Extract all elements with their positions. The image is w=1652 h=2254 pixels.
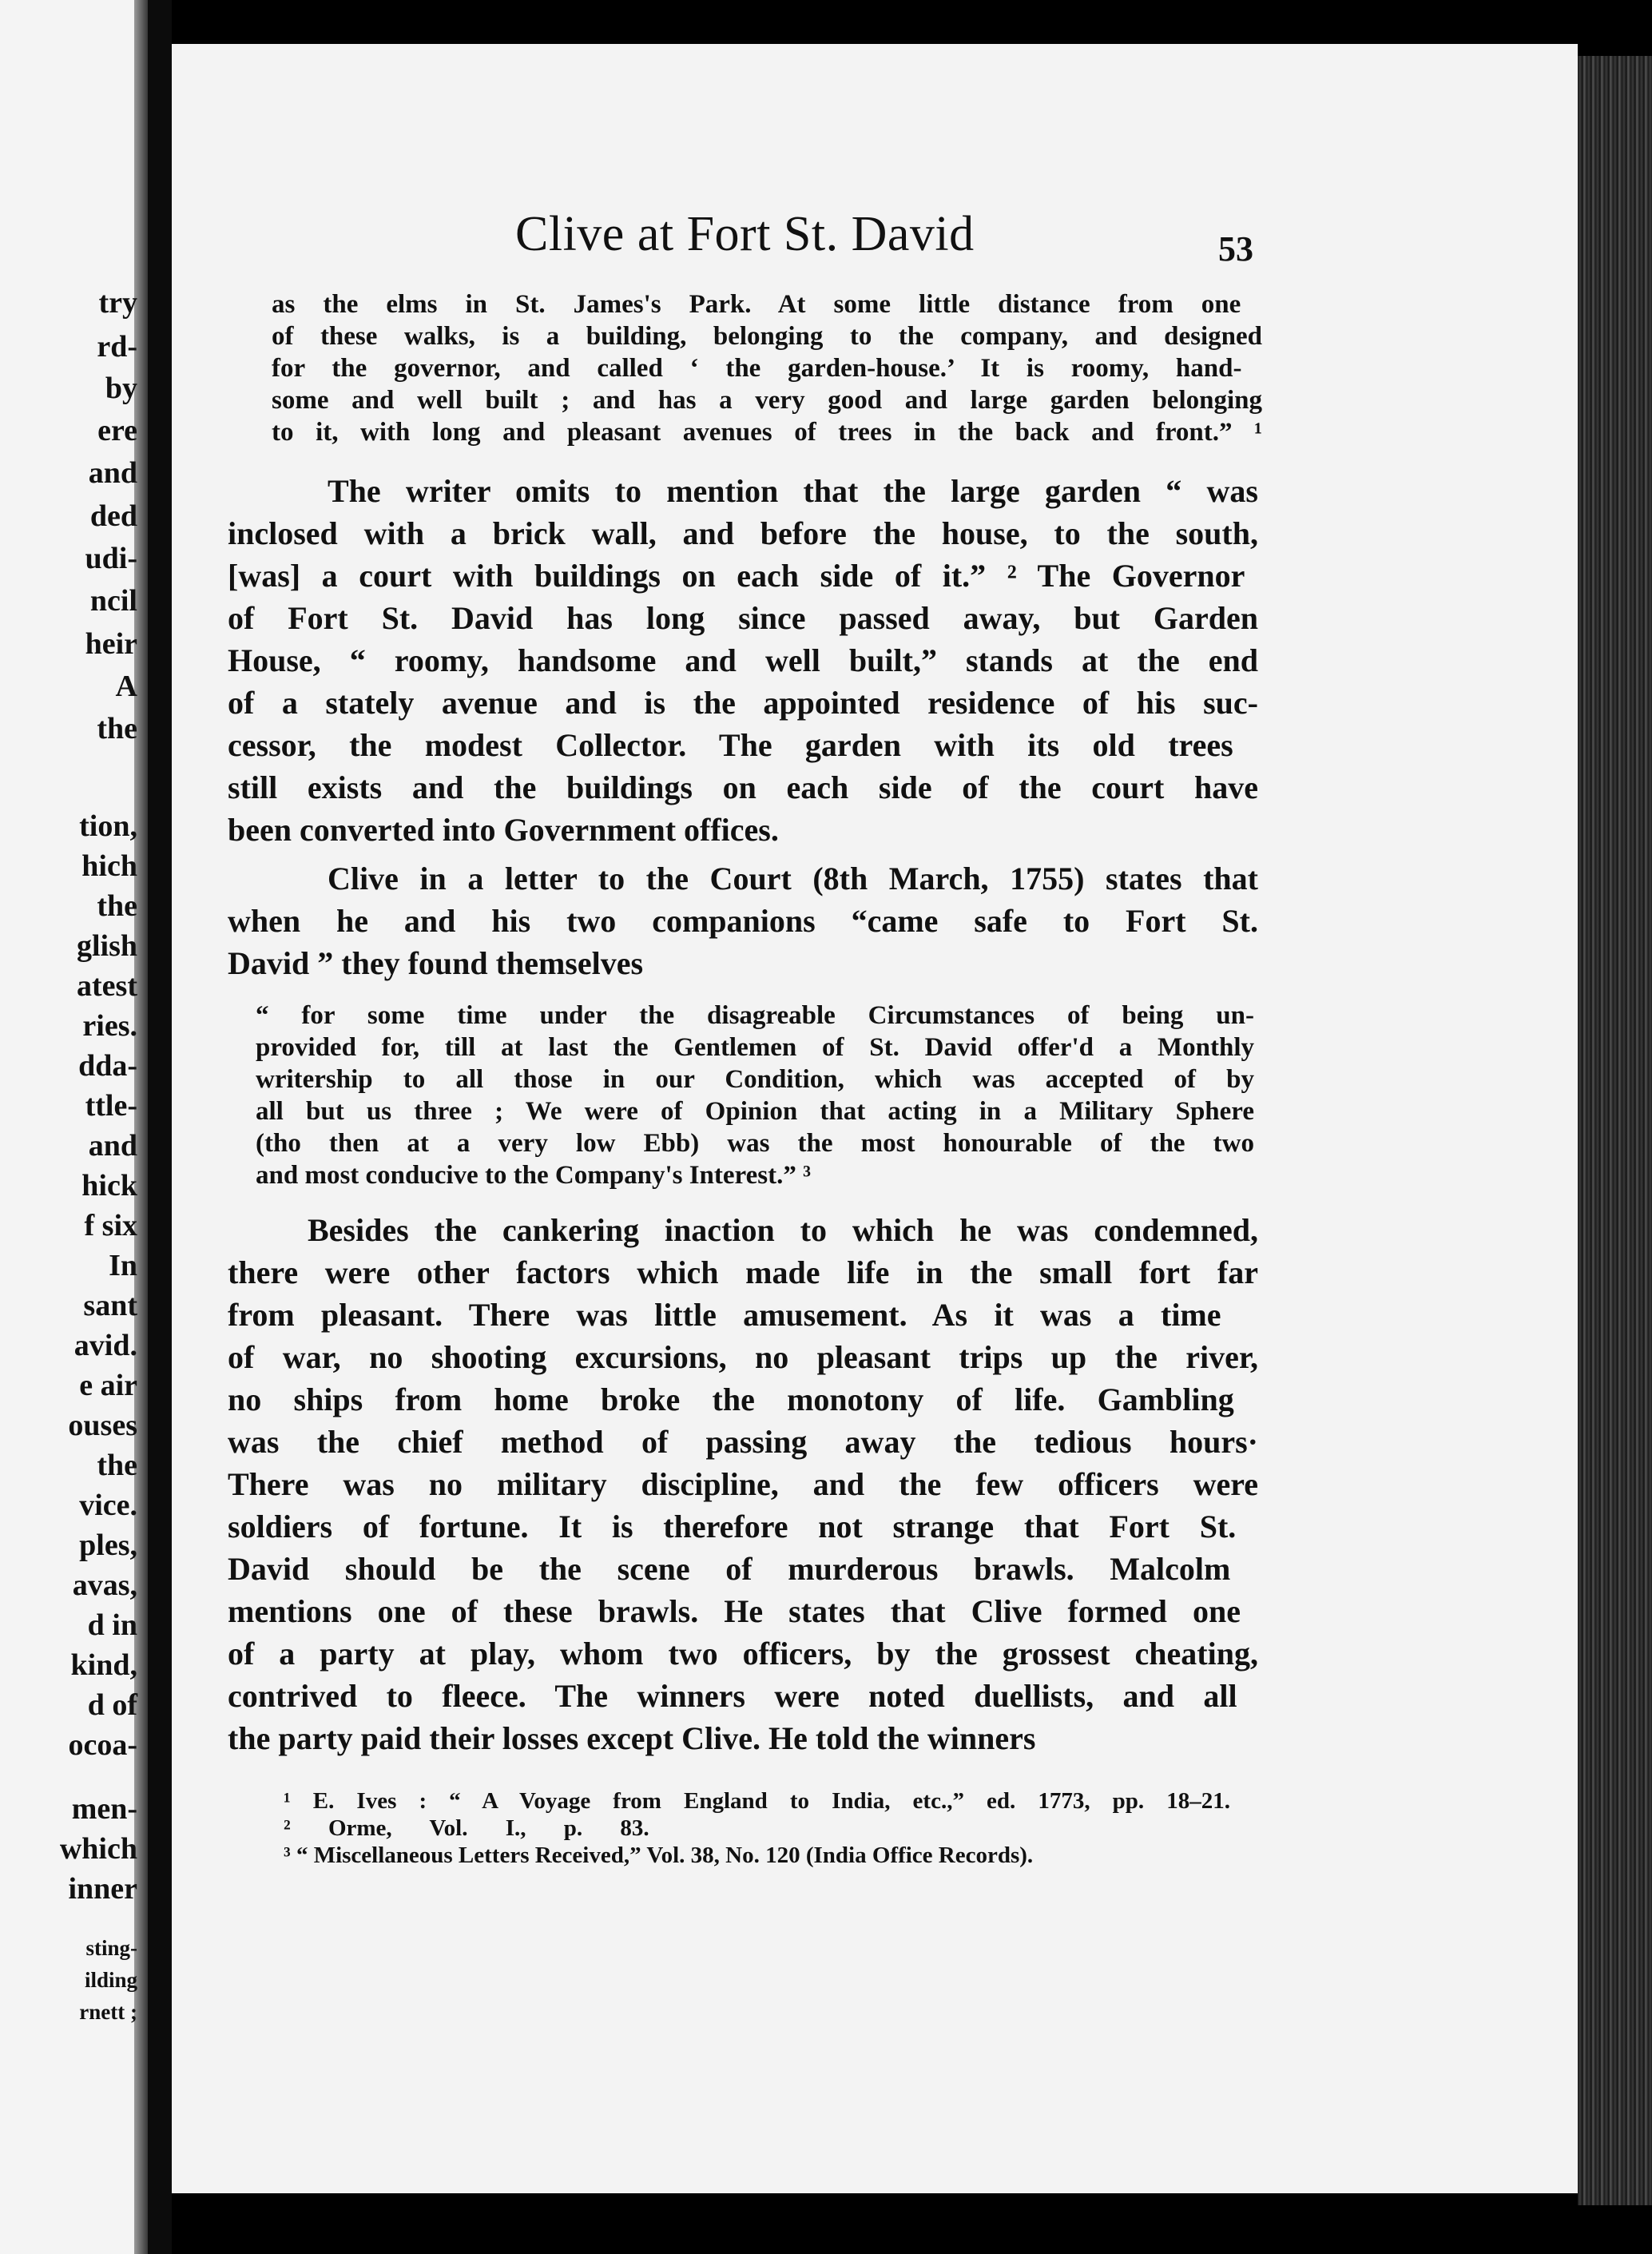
quotation-line: provided for, till at last the Gentlemen of St. David offer'd a Monthly [256,1033,1254,1062]
paragraph-line: of a stately avenue and is the appointed residence of his suc- [228,685,1258,721]
paragraph-line: no ships from home broke the monotony of life. Gambling [228,1381,1234,1417]
facing-page-line: dda- [78,1049,137,1083]
facing-page-line: sting- [85,1936,137,1960]
facing-page-line: glish [76,929,137,963]
facing-page-line: ocoa- [68,1728,137,1762]
paragraph-line: been converted into Government offices. [228,812,779,848]
facing-page-line: the [97,1449,137,1482]
facing-page-line: hich [81,849,137,883]
facing-page-line: ere [97,414,137,447]
facing-page-line: tion, [79,809,137,843]
quotation-line: of these walks, is a building, belonging to the company, and designed [272,322,1262,351]
facing-page-line: avid. [73,1329,137,1362]
paragraph-line: the party paid their losses except Clive. He told the winners [228,1720,1036,1756]
running-header: Clive at Fort St. David [515,207,975,261]
paragraph-line: there were other factors which made life in the small fort far [228,1254,1258,1290]
paragraph-line: from pleasant. There was little amusement. As it was a time [228,1297,1221,1333]
facing-page-line: avas, [72,1568,137,1602]
paragraph-line: of a party at play, whom two officers, by the grossest cheating, [228,1636,1258,1672]
facing-page-line: A [115,670,137,703]
paragraph-line: House, “ roomy, handsome and well built,” stands at the end [228,642,1258,678]
paragraph-line: cessor, the modest Collector. The garden with its old trees [228,727,1233,763]
paragraph-line: There was no military discipline, and the few officers were [228,1466,1258,1502]
facing-page-line: heir [85,627,137,661]
paragraph-line: of war, no shooting excursions, no pleasant trips up the river, [228,1339,1258,1375]
paragraph-line: contrived to fleece. The winners were noted duellists, and all [228,1678,1237,1714]
quotation-line: and most conducive to the Company's Interest.” ³ [256,1161,811,1190]
paragraph-line: when he and his two companions “came safe to Fort St. [228,903,1258,939]
footnote-line: ² Orme, Vol. I., p. 83. [284,1815,649,1841]
facing-page-line: vice. [79,1489,137,1522]
facing-page-line: ncil [89,584,137,618]
facing-page-line: sant [83,1289,137,1322]
book-gutter [148,0,172,2254]
facing-page-line: rnett ; [79,2000,137,2024]
facing-page-line: ples, [79,1529,137,1562]
facing-page-line: In [109,1249,137,1282]
facing-page-line: men- [71,1792,137,1826]
paragraph-line: The writer omits to mention that the large garden “ was [328,473,1258,509]
quotation-line: writership to all those in our Condition, which was accepted of by [256,1065,1254,1094]
facing-page-line: ouses [68,1409,137,1442]
paragraph-line: of Fort St. David has long since passed away, but Garden [228,600,1258,636]
paragraph-line: inclosed with a brick wall, and before the house, to the south, [228,515,1258,551]
paragraph-line: David ” they found themselves [228,945,644,981]
paragraph-line: [was] a court with buildings on each side of it.” ² The Governor [228,558,1245,594]
facing-page-line: and [88,456,137,490]
facing-page-line: which [59,1832,137,1866]
facing-page-line: ries. [82,1009,137,1043]
paragraph-line: was the chief method of passing away the tedious hours· [228,1424,1258,1460]
quotation-line: “ for some time under the disagreable Circumstances of being un- [256,1001,1254,1030]
footnote-line: ³ “ Miscellaneous Letters Received,” Vol. 38, No. 120 (India Office Records). [284,1843,1034,1868]
facing-page-line: e air [79,1369,137,1402]
paragraph-line: still exists and the buildings on each side of the court have [228,769,1258,805]
facing-page-line: and [88,1129,137,1163]
facing-page-line: f six [84,1209,137,1242]
footnote-line: ¹ E. Ives : “ A Voyage from England to India, etc.,” ed. 1773, pp. 18–21. [284,1788,1230,1814]
facing-page-line: d in [87,1608,137,1642]
facing-page-line: d of [87,1688,137,1722]
facing-page-line: try [98,286,137,320]
quotation-line: all but us three ; We were of Opinion that acting in a Military Sphere [256,1097,1254,1126]
facing-page-line: the [97,712,137,745]
facing-page-line: ded [89,499,137,533]
facing-page-line: udi- [85,542,137,575]
facing-page-line: hick [81,1169,137,1203]
facing-page-line: inner [68,1872,137,1906]
quotation-line: (tho then at a very low Ebb) was the most honourable of the two [256,1129,1254,1158]
quotation-line: some and well built ; and has a very good and large garden belonging [272,386,1262,415]
page-stack-edge [1578,56,1652,2205]
facing-page-line: ilding [84,1968,137,1992]
page-number: 53 [1218,229,1253,268]
facing-page-line: the [97,889,137,923]
paragraph-line: Clive in a letter to the Court (8th March, 1755) states that [328,861,1258,896]
facing-page-line: rd- [97,330,137,364]
paragraph-line: David should be the scene of murderous brawls. Malcolm [228,1551,1231,1587]
quotation-line: as the elms in St. James's Park. At some little distance from one [272,290,1241,319]
facing-page-line: atest [77,969,137,1003]
facing-page-line: by [105,372,137,405]
paragraph-line: soldiers of fortune. It is therefore not strange that Fort St. [228,1509,1237,1544]
quotation-line: for the governor, and called ‘ the garden-house.’ It is roomy, hand- [272,354,1242,383]
paragraph-line: mentions one of these brawls. He states that Clive formed one [228,1593,1241,1629]
facing-page-line: kind, [70,1648,137,1682]
facing-page-line: ttle- [85,1089,137,1123]
quotation-line: to it, with long and pleasant avenues of trees in the back and front.” ¹ [272,418,1262,447]
paragraph-line: Besides the cankering inaction to which he was condemned, [308,1212,1258,1248]
